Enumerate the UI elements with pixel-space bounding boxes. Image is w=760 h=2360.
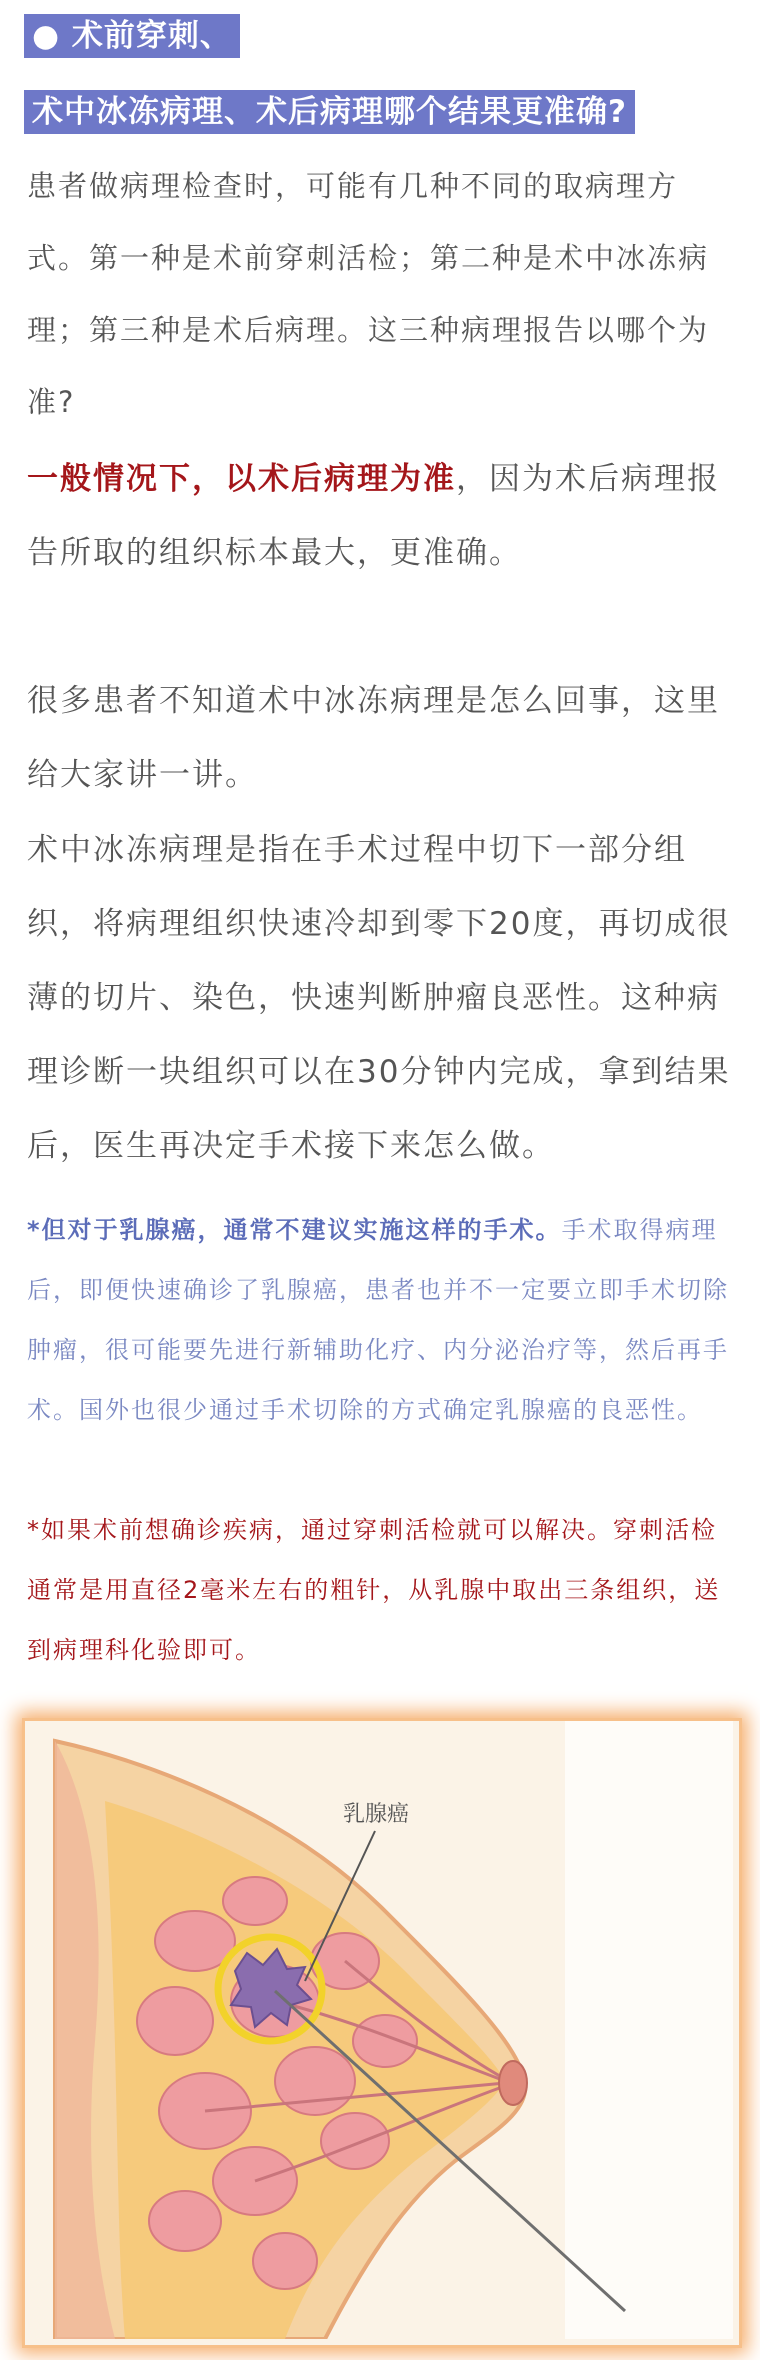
answer-paragraph <box>27 442 735 590</box>
breast-cancer-note <box>27 1200 735 1440</box>
tumor-label: 乳腺癌 <box>343 1802 410 1827</box>
intro-paragraph: 患者做病理检查时，可能有几种不同的取病理方式。第一种是术前穿刺活检；第二种是术中冰冻病理；第三种是术后病理。这三种病理报告以哪个为准? <box>27 169 710 419</box>
heading-line-2: 术中冰冻病理、术后病理哪个结果更准确? <box>24 90 635 134</box>
frozen-explanation-paragraph: 术中冰冻病理是指在手术过程中切下一部分组织，将病理组织快速冷却到零下20度，再切成很薄的切片、染色，快速判断肿瘤良恶性。这种病理诊断一块组织可以在30分钟内完成，拿到结果后，医生再决定手术接下来怎么做。 <box>27 832 731 1164</box>
breast-biopsy-illustration <box>22 1718 742 2348</box>
biopsy-note: *如果术前想确诊疾病，通过穿刺活检就可以解决。穿刺活检通常是用直径2毫米左右的粗针，从乳腺中取出三条组织，送到病理科化验即可。 <box>27 1516 721 1664</box>
frozen-question-paragraph: 很多患者不知道术中冰冻病理是怎么回事，这里给大家讲一讲。 <box>27 683 720 793</box>
answer-rest: ，因为术后病理报告所取的组织标本最大，更准确。 <box>27 461 720 571</box>
breast-cancer-note-lead: *但对于乳腺癌，通常不建议实施这样的手术。 <box>27 1216 562 1244</box>
answer-emphasis: 一般情况下，以术后病理为准 <box>27 461 456 497</box>
breast-cancer-note-rest: 手术取得病理后，即便快速确诊了乳腺癌，患者也并不一定要立即手术切除肿瘤，很可能要先进行新辅助化疗、内分泌治疗等，然后再手术。国外也很少通过手术切除的方式确定乳腺癌的良恶性。 <box>27 1216 729 1424</box>
heading-line-1: ● 术前穿刺、 <box>24 14 240 58</box>
breast-anatomy-image <box>25 1721 733 2339</box>
